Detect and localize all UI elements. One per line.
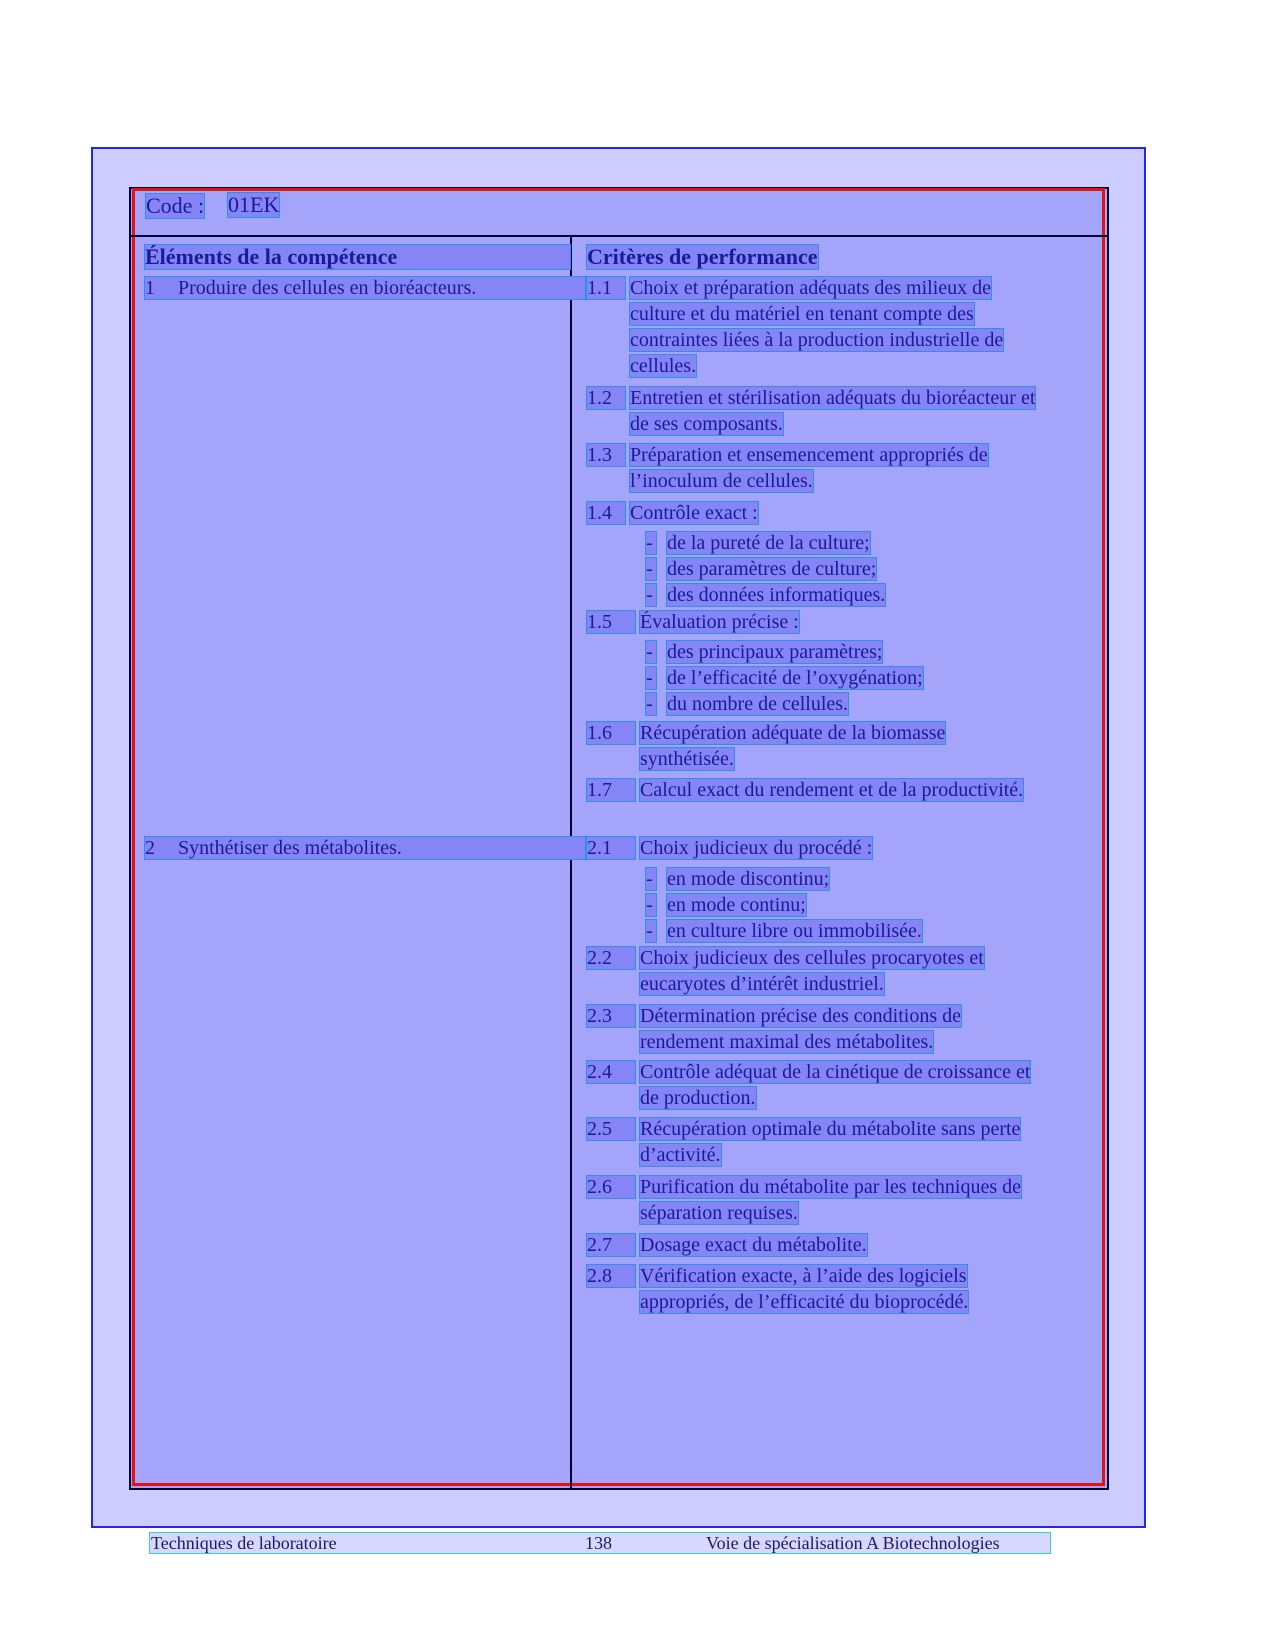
- criterion-number: 1.5: [587, 611, 635, 633]
- criterion-text: cellules.: [630, 355, 697, 377]
- element-row: [145, 837, 585, 859]
- bullet-glyph: -: [646, 532, 656, 554]
- code-label: Code :: [146, 193, 205, 218]
- bullet-glyph: -: [646, 693, 656, 715]
- bullet-glyph: -: [646, 584, 656, 606]
- criterion-number: 2.8: [587, 1265, 635, 1287]
- criterion-text: rendement maximal des métabolites.: [640, 1031, 934, 1053]
- bullet-glyph: -: [646, 641, 656, 663]
- code-divider: [129, 235, 1109, 237]
- criterion-text: Vérification exacte, à l’aide des logiciels: [640, 1265, 967, 1287]
- criterion-text: Dosage exact du métabolite.: [640, 1234, 867, 1256]
- criterion-text: appropriés, de l’efficacité du bioprocédé.: [640, 1291, 969, 1313]
- criterion-number: 1.6: [587, 722, 635, 744]
- criterion-bullet: de la pureté de la culture;: [667, 532, 870, 554]
- criterion-bullet: du nombre de cellules.: [667, 693, 849, 715]
- criterion-text: Entretien et stérilisation adéquats du bioréacteur et: [630, 387, 1036, 409]
- criterion-text: Choix judicieux du procédé :: [640, 837, 873, 859]
- bullet-glyph: -: [646, 558, 656, 580]
- criterion-bullet: en mode discontinu;: [667, 868, 830, 890]
- criterion-text: synthétisée.: [640, 748, 734, 770]
- criterion-number: 2.4: [587, 1061, 635, 1083]
- criterion-text: séparation requises.: [640, 1202, 798, 1224]
- criterion-number: 2.6: [587, 1176, 635, 1198]
- footer-program: Techniques de laboratoire: [151, 1533, 337, 1553]
- criterion-number: 2.1: [587, 837, 635, 859]
- bullet-glyph: -: [646, 920, 656, 942]
- criterion-text: contraintes liées à la production industrielle de: [630, 329, 1004, 351]
- criterion-number: 1.4: [587, 502, 625, 524]
- criterion-bullet: des principaux paramètres;: [667, 641, 883, 663]
- criterion-text: Détermination précise des conditions de: [640, 1005, 962, 1027]
- criterion-text: Contrôle adéquat de la cinétique de croissance et: [640, 1061, 1031, 1083]
- criterion-bullet: des paramètres de culture;: [667, 558, 877, 580]
- criterion-text: Calcul exact du rendement et de la productivité.: [640, 779, 1024, 801]
- criterion-bullet: en mode continu;: [667, 894, 806, 916]
- criterion-number: 2.2: [587, 947, 635, 969]
- footer-page-number: 138: [585, 1533, 612, 1553]
- column-divider: [570, 237, 572, 1490]
- element-number: 2: [145, 837, 155, 859]
- criterion-text: Choix et préparation adéquats des milieux de: [630, 277, 992, 299]
- bullet-glyph: -: [646, 667, 656, 689]
- criterion-text: de ses composants.: [630, 413, 783, 435]
- bullet-glyph: -: [646, 868, 656, 890]
- element-text: Synthétiser des métabolites.: [178, 837, 402, 859]
- criterion-text: Récupération optimale du métabolite sans perte: [640, 1118, 1021, 1140]
- criterion-text: Choix judicieux des cellules procaryotes et: [640, 947, 984, 969]
- criterion-number: 1.3: [587, 444, 625, 466]
- criterion-number: 1.1: [587, 277, 625, 299]
- criterion-number: 2.7: [587, 1234, 635, 1256]
- criterion-text: Récupération adéquate de la biomasse: [640, 722, 946, 744]
- element-text: Produire des cellules en bioréacteurs.: [178, 277, 477, 299]
- criterion-text: culture et du matériel en tenant compte des: [630, 303, 974, 325]
- criterion-number: 1.7: [587, 779, 635, 801]
- criterion-text: eucaryotes d’intérêt industriel.: [640, 973, 884, 995]
- elements-header: Éléments de la compétence: [145, 245, 570, 269]
- criterion-number: 1.2: [587, 387, 625, 409]
- criterion-text: Préparation et ensemencement appropriés de: [630, 444, 988, 466]
- criterion-bullet: des données informatiques.: [667, 584, 886, 606]
- element-row: [145, 277, 585, 299]
- criterion-text: Purification du métabolite par les techniques de: [640, 1176, 1021, 1198]
- criterion-text: l’inoculum de cellules.: [630, 470, 813, 492]
- criterion-text: Contrôle exact :: [630, 502, 758, 524]
- criterion-number: 2.3: [587, 1005, 635, 1027]
- criterion-bullet: en culture libre ou immobilisée.: [667, 920, 922, 942]
- criterion-text: Évaluation précise :: [640, 611, 799, 633]
- element-number: 1: [145, 277, 155, 299]
- footer-specialisation: Voie de spécialisation A Biotechnologies: [706, 1533, 1000, 1553]
- criterion-number: 2.5: [587, 1118, 635, 1140]
- criterion-bullet: de l’efficacité de l’oxygénation;: [667, 667, 923, 689]
- criterion-text: de production.: [640, 1087, 756, 1109]
- criterion-text: d’activité.: [640, 1144, 721, 1166]
- criteria-header: Critères de performance: [587, 244, 818, 269]
- bullet-glyph: -: [646, 894, 656, 916]
- code-value: 01EK: [228, 192, 280, 217]
